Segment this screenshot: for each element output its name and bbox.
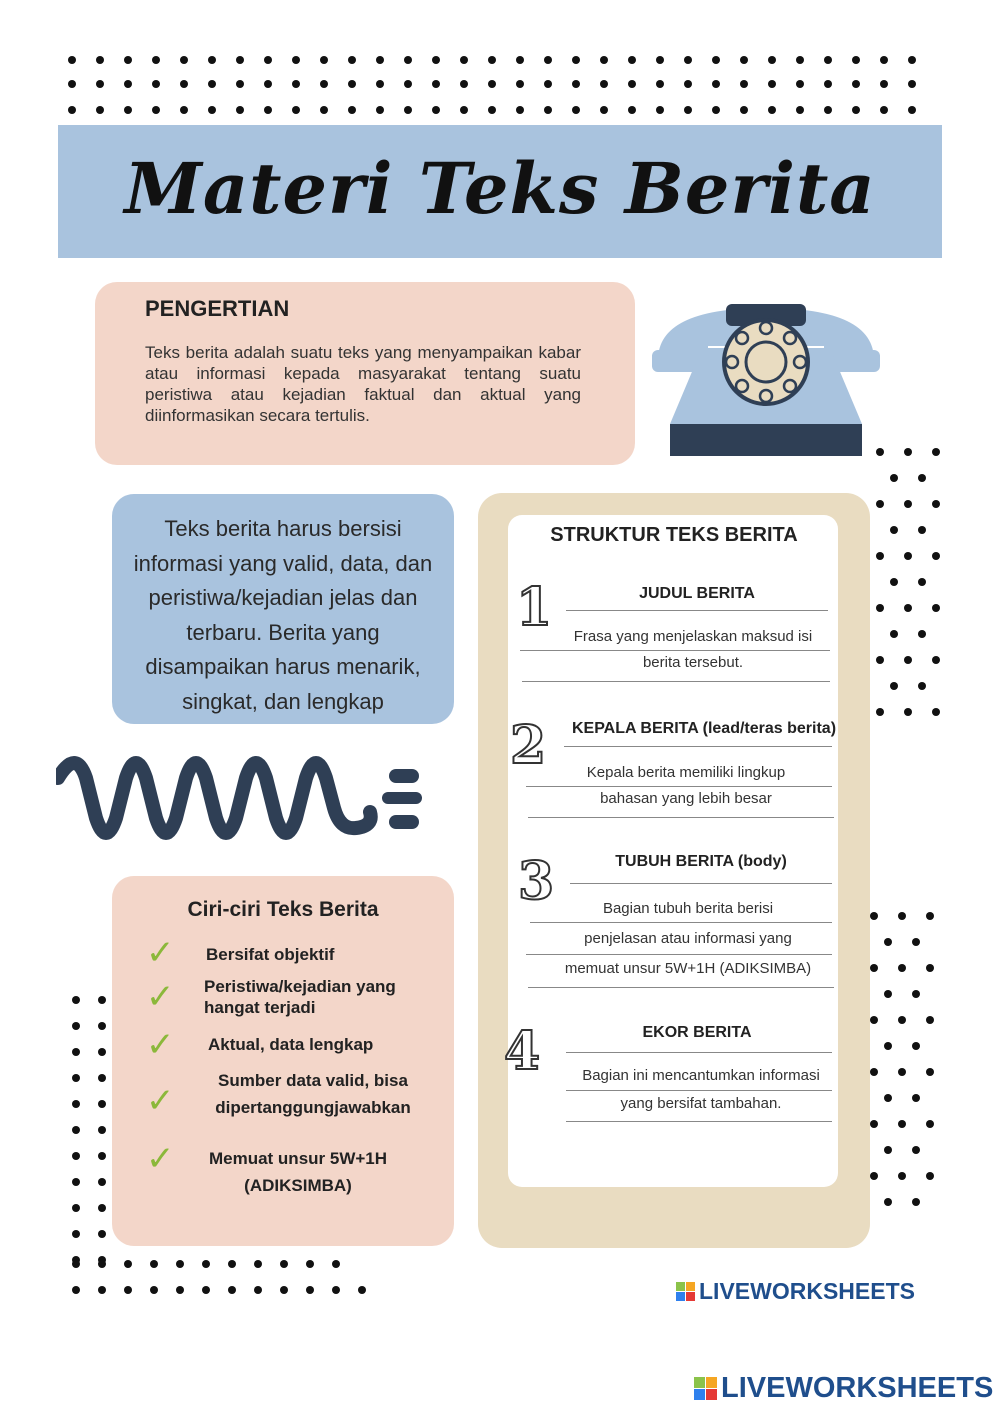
dot <box>796 56 804 64</box>
dot <box>96 106 104 114</box>
dot <box>908 106 916 114</box>
divider <box>528 817 834 818</box>
dot <box>926 1016 934 1024</box>
dot <box>306 1286 314 1294</box>
dot <box>890 630 898 638</box>
dot <box>320 80 328 88</box>
dot <box>98 1022 106 1030</box>
dot <box>768 56 776 64</box>
dot <box>432 80 440 88</box>
dot <box>712 106 720 114</box>
info-text <box>116 512 450 719</box>
pengertian-heading: PENGERTIAN <box>145 296 290 321</box>
dot <box>516 106 524 114</box>
dot <box>228 1260 236 1268</box>
dot <box>932 656 940 664</box>
dot <box>254 1260 262 1268</box>
dot <box>712 80 720 88</box>
dot <box>376 80 384 88</box>
dot <box>320 56 328 64</box>
dot <box>98 1178 106 1186</box>
ciri-item <box>204 976 396 1018</box>
dot <box>124 56 132 64</box>
section-title: JUDUL BERITA <box>639 585 755 602</box>
section-text: berita tersebut. <box>642 654 744 671</box>
dot <box>152 56 160 64</box>
section-title: KEPALA BERITA (lead/teras berita) <box>571 720 837 737</box>
title-banner <box>58 125 942 258</box>
divider <box>566 1090 832 1091</box>
ciri-item-line: (ADIKSIMBA) <box>244 1176 352 1195</box>
dot <box>72 1260 80 1268</box>
dot <box>98 1204 106 1212</box>
dot <box>918 682 926 690</box>
dot <box>918 630 926 638</box>
divider <box>564 746 832 747</box>
struktur-inner-panel <box>508 515 838 1187</box>
dot <box>932 708 940 716</box>
dot <box>208 80 216 88</box>
dot <box>572 80 580 88</box>
liveworksheets-logo-footer <box>694 1372 993 1405</box>
dot <box>124 1286 132 1294</box>
dot <box>656 56 664 64</box>
dot <box>152 80 160 88</box>
dot <box>180 80 188 88</box>
dot <box>912 1094 920 1102</box>
dot <box>72 1048 80 1056</box>
dot <box>404 56 412 64</box>
ciri-item-line: Aktual, data lengkap <box>208 1035 374 1054</box>
dot <box>150 1286 158 1294</box>
dot <box>264 56 272 64</box>
dot <box>358 1286 366 1294</box>
dot <box>880 80 888 88</box>
dot <box>68 56 76 64</box>
dot <box>852 80 860 88</box>
logo-text: LIVEWORKSHEETS <box>699 1278 915 1304</box>
dot <box>898 964 906 972</box>
dot <box>376 56 384 64</box>
dot <box>884 1198 892 1206</box>
dot <box>98 1100 106 1108</box>
dot <box>176 1286 184 1294</box>
dot <box>236 80 244 88</box>
dot <box>912 990 920 998</box>
dot <box>926 1120 934 1128</box>
dot <box>72 1286 80 1294</box>
dot <box>72 1100 80 1108</box>
ciri-card <box>112 876 454 1246</box>
dot <box>908 56 916 64</box>
section-title: TUBUH BERITA (body) <box>615 853 787 870</box>
dot <box>890 526 898 534</box>
section-text: memuat unsur 5W+1H (ADIKSIMBA) <box>564 960 812 977</box>
dot <box>150 1260 158 1268</box>
dot <box>544 80 552 88</box>
dot <box>68 80 76 88</box>
dot <box>202 1260 210 1268</box>
dot <box>280 1286 288 1294</box>
dot <box>876 604 884 612</box>
dot <box>180 56 188 64</box>
dot <box>572 56 580 64</box>
dot <box>208 56 216 64</box>
dot <box>98 996 106 1004</box>
dot <box>880 56 888 64</box>
info-line: disampaikan harus menarik, <box>145 654 421 679</box>
check-icon: ✓ <box>146 977 175 1017</box>
dot <box>228 1286 236 1294</box>
dot <box>488 106 496 114</box>
dot <box>912 1198 920 1206</box>
dot <box>124 80 132 88</box>
divider <box>522 681 830 682</box>
divider <box>570 883 832 884</box>
section-text: Bagian ini mencantumkan informasi <box>582 1067 820 1084</box>
dot <box>712 56 720 64</box>
dot <box>72 1022 80 1030</box>
section-title: EKOR BERITA <box>642 1024 752 1041</box>
dot <box>918 474 926 482</box>
dot <box>404 80 412 88</box>
dot <box>96 80 104 88</box>
dot <box>98 1230 106 1238</box>
dot <box>292 80 300 88</box>
dot <box>904 604 912 612</box>
dot <box>740 56 748 64</box>
struktur-heading: STRUKTUR TEKS BERITA <box>550 524 798 546</box>
dot <box>600 106 608 114</box>
section-number: 2 <box>510 715 547 776</box>
dot <box>684 56 692 64</box>
dot <box>904 656 912 664</box>
dot <box>890 682 898 690</box>
dot <box>460 80 468 88</box>
ciri-item <box>206 944 334 965</box>
dot <box>98 1048 106 1056</box>
info-line: Teks berita harus bersisi <box>164 516 402 541</box>
section-text: Kepala berita memiliki lingkup <box>586 764 786 781</box>
dot <box>348 80 356 88</box>
dot <box>684 106 692 114</box>
dot <box>904 552 912 560</box>
dot <box>98 1286 106 1294</box>
info-line: singkat, dan lengkap <box>182 688 384 714</box>
ciri-item <box>198 1148 398 1196</box>
dot <box>544 56 552 64</box>
check-icon: ✓ <box>146 1025 175 1065</box>
dot <box>876 656 884 664</box>
dot <box>72 996 80 1004</box>
dot <box>236 56 244 64</box>
dot <box>912 938 920 946</box>
dot <box>460 106 468 114</box>
dot <box>898 1120 906 1128</box>
dot <box>904 500 912 508</box>
dot <box>68 106 76 114</box>
dot <box>904 448 912 456</box>
ciri-item-line: Sumber data valid, bisa <box>218 1071 408 1090</box>
dot <box>306 1260 314 1268</box>
dot <box>898 1068 906 1076</box>
section-number: 3 <box>518 851 555 912</box>
dot <box>932 448 940 456</box>
dot <box>926 1172 934 1180</box>
dot <box>96 56 104 64</box>
dot <box>98 1152 106 1160</box>
dot <box>926 912 934 920</box>
dot <box>208 106 216 114</box>
dot <box>264 80 272 88</box>
dot <box>544 106 552 114</box>
dot <box>600 56 608 64</box>
divider <box>520 650 830 651</box>
dot <box>918 526 926 534</box>
dot <box>98 1074 106 1082</box>
section-text: Bagian tubuh berita berisi <box>602 900 774 917</box>
dot <box>898 1172 906 1180</box>
dot <box>432 106 440 114</box>
dot <box>600 80 608 88</box>
dot <box>870 1068 878 1076</box>
dot <box>740 80 748 88</box>
dot <box>898 912 906 920</box>
dot <box>740 106 748 114</box>
dot <box>870 912 878 920</box>
dot <box>236 106 244 114</box>
check-icon: ✓ <box>146 1081 175 1121</box>
logo-mark-icon <box>676 1282 695 1301</box>
section-text: yang bersifat tambahan. <box>620 1095 782 1112</box>
section-text: Frasa yang menjelaskan maksud isi <box>573 628 813 645</box>
dot <box>460 56 468 64</box>
dot <box>628 80 636 88</box>
dot <box>516 56 524 64</box>
dot <box>852 56 860 64</box>
dot <box>908 80 916 88</box>
dot <box>72 1178 80 1186</box>
dot <box>628 106 636 114</box>
divider <box>566 610 828 611</box>
dot <box>876 500 884 508</box>
dot <box>926 1068 934 1076</box>
divider <box>528 987 834 988</box>
divider <box>530 922 832 923</box>
page-title: Materi Teks Berita <box>124 147 876 230</box>
dot <box>870 964 878 972</box>
dot <box>348 106 356 114</box>
dot <box>684 80 692 88</box>
dot <box>124 106 132 114</box>
check-icon: ✓ <box>146 933 175 973</box>
ciri-item <box>200 1070 426 1118</box>
dot <box>824 106 832 114</box>
dot <box>890 578 898 586</box>
telephone-icon <box>648 300 884 460</box>
dot <box>488 56 496 64</box>
dot <box>176 1260 184 1268</box>
dot <box>124 1260 132 1268</box>
info-line: informasi yang valid, data, dan <box>133 550 433 576</box>
dot <box>898 1016 906 1024</box>
section-number: 4 <box>504 1021 541 1082</box>
dot <box>656 106 664 114</box>
dot <box>870 1172 878 1180</box>
dot <box>876 552 884 560</box>
dot <box>72 1074 80 1082</box>
dot <box>152 106 160 114</box>
dot <box>824 56 832 64</box>
dot <box>348 56 356 64</box>
section-number: 1 <box>516 577 553 638</box>
dot <box>320 106 328 114</box>
section-text: bahasan yang lebih besar <box>600 790 772 807</box>
dot <box>870 1120 878 1128</box>
dot <box>932 500 940 508</box>
dot <box>912 1146 920 1154</box>
check-icon: ✓ <box>146 1139 175 1179</box>
dot <box>932 604 940 612</box>
squiggle-decoration <box>56 748 426 848</box>
dot <box>904 708 912 716</box>
info-line: terbaru. Berita yang <box>186 619 380 645</box>
dot <box>98 1260 106 1268</box>
dot <box>876 448 884 456</box>
divider <box>526 786 832 787</box>
ciri-item-line: dipertanggungjawabkan <box>215 1098 411 1117</box>
section-text: penjelasan atau informasi yang <box>584 930 792 947</box>
dot <box>516 80 524 88</box>
dot <box>768 80 776 88</box>
dot <box>890 474 898 482</box>
divider <box>566 1121 832 1122</box>
dot <box>852 106 860 114</box>
dot <box>376 106 384 114</box>
info-card <box>112 494 454 724</box>
dot <box>656 80 664 88</box>
dot <box>72 1126 80 1134</box>
dot <box>292 106 300 114</box>
dot <box>264 106 272 114</box>
info-line: peristiwa/kejadian jelas dan <box>148 585 418 610</box>
ciri-item-line: Peristiwa/kejadian yang <box>204 977 396 996</box>
dot <box>202 1286 210 1294</box>
dot <box>280 1260 288 1268</box>
divider <box>566 1052 832 1053</box>
dot <box>796 106 804 114</box>
dot <box>332 1260 340 1268</box>
dot <box>926 964 934 972</box>
logo-text: LIVEWORKSHEETS <box>721 1372 994 1404</box>
dot <box>98 1126 106 1134</box>
dot <box>72 1152 80 1160</box>
dot <box>72 1204 80 1212</box>
dot <box>912 1042 920 1050</box>
pengertian-body: Teks berita adalah suatu teks yang menyampaikan kabar atau informasi kepada masyarakat tentang suatu peristiwa atau kejadian faktual dan aktual yang diinformasikan secara tertulis. <box>145 343 581 425</box>
ciri-item-line: Memuat unsur 5W+1H <box>208 1149 388 1168</box>
dot <box>332 1286 340 1294</box>
dot <box>628 56 636 64</box>
dot <box>488 80 496 88</box>
dot <box>72 1230 80 1238</box>
dot <box>572 106 580 114</box>
dot <box>884 1146 892 1154</box>
dot <box>932 552 940 560</box>
dot <box>876 708 884 716</box>
logo-mark-icon <box>694 1377 717 1400</box>
dot <box>884 1094 892 1102</box>
divider <box>526 954 832 955</box>
dot <box>884 1042 892 1050</box>
dot <box>432 56 440 64</box>
dot <box>180 106 188 114</box>
dot <box>918 578 926 586</box>
dot <box>292 56 300 64</box>
ciri-item-line: hangat terjadi <box>204 998 316 1017</box>
ciri-item <box>208 1034 373 1055</box>
liveworksheets-logo <box>676 1278 915 1305</box>
dot <box>884 938 892 946</box>
ciri-item-line: Bersifat objektif <box>206 945 335 964</box>
dot <box>870 1016 878 1024</box>
dot <box>880 106 888 114</box>
dot <box>254 1286 262 1294</box>
dot <box>884 990 892 998</box>
dot <box>796 80 804 88</box>
dot <box>768 106 776 114</box>
dot <box>824 80 832 88</box>
pengertian-card <box>95 282 635 465</box>
ciri-heading: Ciri-ciri Teks Berita <box>187 898 379 921</box>
dot <box>404 106 412 114</box>
